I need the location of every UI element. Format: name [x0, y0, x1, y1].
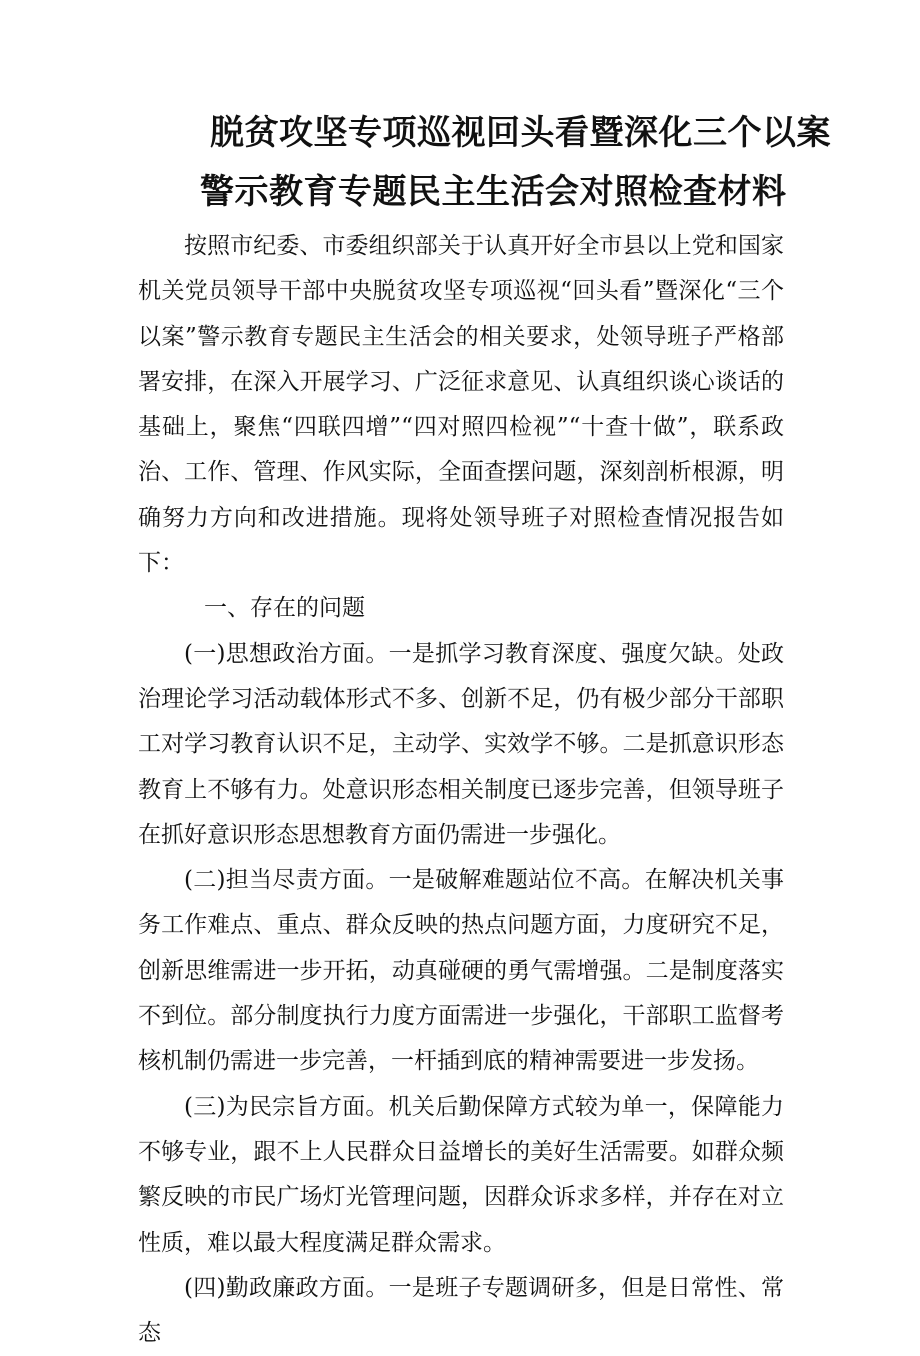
section-heading-problems: 一、存在的问题 [204, 595, 365, 622]
paragraph-diligence-integrity: (四)勤政廉政方面。一是班子专题调研多，但是日常性、常态 [138, 1274, 784, 1347]
paragraph-responsibility: (二)担当尽责方面。一是破解难题站位不高。在解决机关事务工作难点、重点、群众反映的热点问题方面，力度研究不足，创新思维需进一步开拓，动真碰硬的勇气需增强。二是制度落实不到位。部分制度执行力度方面需进一步强化，干部职工监督考核机制仍需进一步完善，一杆插到底的精神需要进一步发扬。 [138, 867, 784, 1075]
document-title-line-2: 警示教育专题民主生活会对照检查材料 [200, 172, 787, 212]
paragraph-ideological-political: (一)思想政治方面。一是抓学习教育深度、强度欠缺。处政治理论学习活动载体形式不多、创新不足，仍有极少部分干部职工对学习教育认识不足，主动学、实效学不够。二是抓意识形态教育上不够有力。处意识形态相关制度已逐步完善，但领导班子在抓好意识形态思想教育方面仍需进一步强化。 [138, 640, 784, 848]
intro-paragraph: 按照市纪委、市委组织部关于认真开好全市县以上党和国家机关党员领导干部中央脱贫攻坚专项巡视“回头看”暨深化“三个以案”警示教育专题民主生活会的相关要求，处领导班子严格部署安排，在深入开展学习、广泛征求意见、认真组织谈心谈话的基础上，聚焦“四联四增”“四对照四检视”“十查十做”，联系政治、工作、管理、作风实际，全面查摆问题，深刻剖析根源，明确努力方向和改进措施。现将处领导班子对照检查情况报告如下： [138, 233, 784, 577]
paragraph-serving-people: (三)为民宗旨方面。机关后勤保障方式较为单一，保障能力不够专业，跟不上人民群众日益增长的美好生活需要。如群众频繁反映的市民广场灯光管理问题，因群众诉求多样，并存在对立性质，难以最大程度满足群众需求。 [138, 1093, 784, 1256]
document-body [138, 224, 784, 1356]
document-title-line-1: 脱贫攻坚专项巡视回头看暨深化三个以案 [210, 113, 831, 153]
